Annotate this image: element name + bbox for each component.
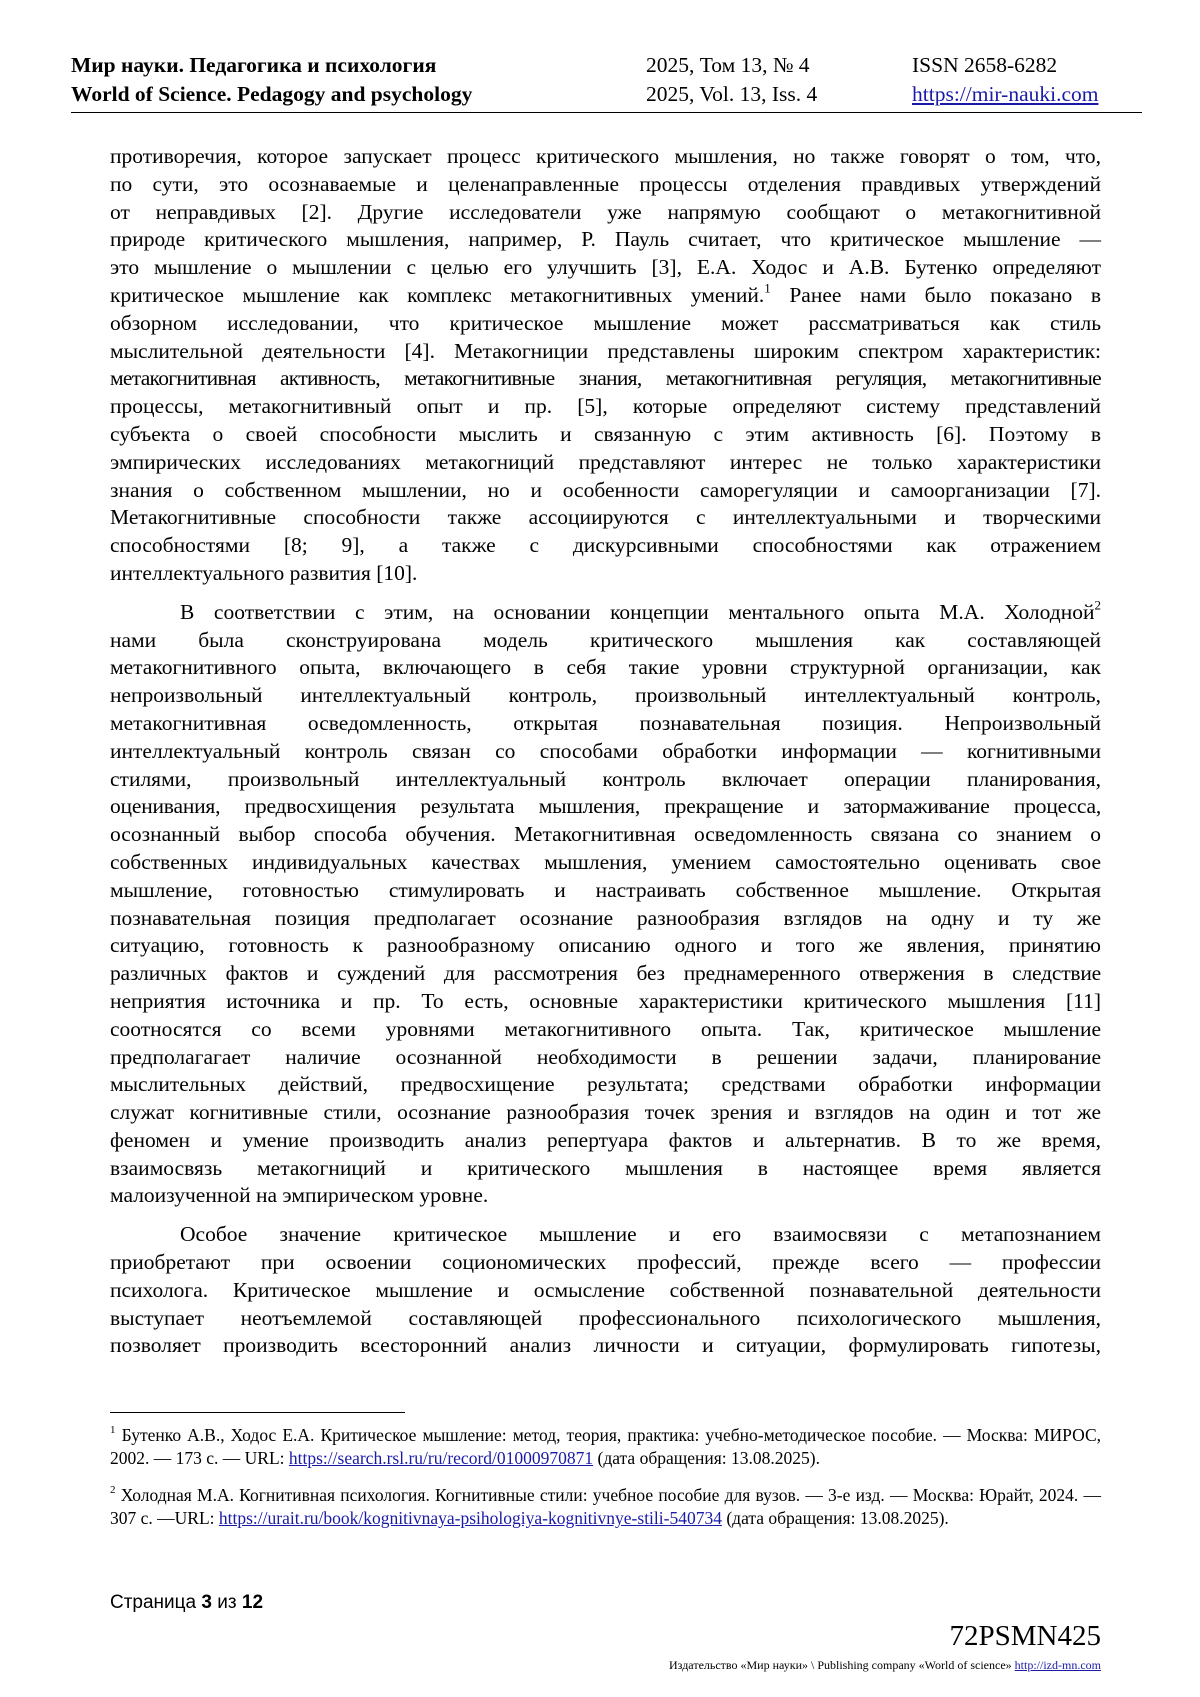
text-line-with-footnote bbox=[110, 599, 1101, 627]
text-line: приобретают при освоении социономических профессий, прежде всего — профессии bbox=[110, 1250, 1101, 1275]
footnote-1 bbox=[110, 1424, 1101, 1470]
footnote-mark: 2 bbox=[110, 1483, 116, 1496]
text-line: позволяет производить всесторонний анализ личности и ситуации, формулировать гипотезы, bbox=[110, 1333, 1101, 1358]
footnote-mark: 1 bbox=[110, 1423, 116, 1436]
page-number bbox=[110, 1592, 263, 1614]
text-line: стилями, произвольный интеллектуальный контроль включает операции планирования, bbox=[110, 766, 1101, 791]
paragraph-1 bbox=[110, 143, 1101, 588]
text-line: оценивания, предвосхищения результата мышления, прекращение и затормаживание процесса, bbox=[110, 794, 1101, 819]
text-line: эмпирических исследованиях метакогниций представляют интерес не только характеристики bbox=[110, 449, 1101, 474]
text-line: это мышление о мышлении с целью его улучшить [3], Е.А. Ходос и А.В. Бутенко определяют bbox=[110, 255, 1101, 280]
issue-ru: 2025, Том 13, № 4 bbox=[646, 53, 810, 77]
journal-header-en bbox=[71, 80, 1142, 108]
text-line: метакогнитивная осведомленность, открытая познавательная позиция. Непроизвольный bbox=[110, 710, 1101, 735]
issn: ISSN 2658-6282 bbox=[912, 53, 1058, 77]
text-line: соотносятся со всеми уровнями метакогнитивного опыта. Так, критическое мышление bbox=[110, 1016, 1101, 1041]
text-line: мыслительных действий, предвосхищение результата; средствами обработки информации bbox=[110, 1072, 1101, 1097]
journal-title-ru: Мир науки. Педагогика и психология bbox=[71, 53, 437, 77]
header-divider bbox=[71, 112, 1142, 113]
text-line: выступает неотъемлемой составляющей профессионального психологического мышления, bbox=[110, 1305, 1101, 1330]
text-line: от неправдивых [2]. Другие исследователи уже напрямую сообщают о метакогнитивной bbox=[110, 199, 1101, 224]
footnote-2-link[interactable]: https://urait.ru/book/kognitivnaya-psihologiya-kognitivnye-stili-540734 bbox=[218, 1507, 722, 1528]
paragraph-2 bbox=[110, 599, 1101, 1211]
article-code: 72PSMN425 bbox=[949, 1620, 1101, 1652]
page-current: 3 bbox=[201, 1592, 212, 1613]
publisher-line bbox=[669, 1658, 1101, 1673]
footnote-2 bbox=[110, 1484, 1101, 1530]
journal-url-link[interactable]: https://mir-nauki.com bbox=[912, 82, 1099, 106]
text-segment: критическое мышление как комплекс метакогнитивных умений. bbox=[110, 282, 765, 307]
page-total: 12 bbox=[241, 1592, 264, 1613]
footnote-text: Холодная М.А. Когнитивная психология. Когнитивные стили: учебное пособие для вузов. — 3-е изд. — Москва: Юрайт, 2024. — 307 с. —URL: bbox=[110, 1485, 1101, 1528]
text-segment: Ранее нами было показано в bbox=[770, 282, 1101, 307]
text-line: феномен и умение производить анализ репертуара фактов и альтернатив. В то же время, bbox=[110, 1127, 1101, 1152]
text-line: собственных индивидуальных качествах мышления, умением самостоятельно оценивать свое bbox=[110, 849, 1101, 874]
text-line: малоизученной на эмпирическом уровне. bbox=[110, 1183, 489, 1208]
publisher-link[interactable]: http://izd-mn.com bbox=[1014, 1658, 1101, 1672]
text-line: по сути, это осознаваемые и целенаправленные процессы отделения правдивых утверждений bbox=[110, 171, 1101, 196]
text-line: мышление, готовностью стимулировать и настраивать собственное мышление. Открытая bbox=[110, 877, 1101, 902]
page-word: Страница bbox=[110, 1592, 197, 1613]
text-line: способностями [8; 9], а также с дискурсивными способностями как отражением bbox=[110, 533, 1101, 558]
footnote-tail: (дата обращения: 13.08.2025). bbox=[593, 1447, 820, 1468]
text-line: субъекта о своей способности мыслить и связанную с этим активность [6]. Поэтому в bbox=[110, 421, 1101, 446]
text-line: знания о собственном мышлении, но и особенности саморегуляции и самоорганизации [7]. bbox=[110, 477, 1101, 502]
text-line: природе критического мышления, например, Р. Пауль считает, что критическое мышление — bbox=[110, 227, 1101, 252]
text-line: Особое значение критическое мышление и его взаимосвязи с метапознанием bbox=[180, 1222, 1101, 1247]
page-of: из bbox=[217, 1592, 237, 1613]
paragraph-3 bbox=[110, 1221, 1101, 1360]
text-line: интеллектуальный контроль связан со способами обработки информации — когнитивными bbox=[110, 738, 1101, 763]
footnote-text: Бутенко А.В., Ходос Е.А. Критическое мышление: метод, теория, практика: учебно-методическое пособие. — Москва: МИРОС, 2002. — 173 с. — URL: bbox=[110, 1425, 1102, 1468]
text-line: обзорном исследовании, что критическое мышление может рассматриваться как стиль bbox=[110, 310, 1101, 335]
text-line: психолога. Критическое мышление и осмысление собственной познавательной деятельности bbox=[110, 1277, 1101, 1302]
journal-header-ru bbox=[71, 51, 1142, 79]
footnote-ref-2[interactable]: 2 bbox=[1094, 597, 1101, 612]
text-line: интеллектуального развития [10]. bbox=[110, 560, 418, 585]
text-line: предполагагает наличие осознанной необходимости в решении задачи, планирование bbox=[110, 1044, 1101, 1069]
text-line: метакогнитивная активность, метакогнитивные знания, метакогнитивная регуляция, метакогнитивные bbox=[110, 366, 1101, 391]
issue-en: 2025, Vol. 13, Iss. 4 bbox=[646, 82, 818, 106]
footnote-1-link[interactable]: https://search.rsl.ru/ru/record/01000970871 bbox=[288, 1447, 594, 1468]
footnote-tail: (дата обращения: 13.08.2025). bbox=[721, 1507, 949, 1528]
text-line: непроизвольный интеллектуальный контроль, произвольный интеллектуальный контроль, bbox=[110, 683, 1101, 708]
text-line: Метакогнитивные способности также ассоциируются с интеллектуальными и творческими bbox=[110, 505, 1101, 530]
journal-title-en: World of Science. Pedagogy and psychology bbox=[71, 82, 473, 106]
text-line: служат когнитивные стили, осознание разнообразия точек зрения и взглядов на один и тот же bbox=[110, 1100, 1101, 1125]
article-body bbox=[110, 143, 1101, 1371]
text-line: познавательная позиция предполагает осознание разнообразия взглядов на одну и ту же bbox=[110, 905, 1101, 930]
text-line: осознанный выбор способа обучения. Метакогнитивная осведомленность связана со знанием о bbox=[110, 822, 1101, 847]
text-line: различных фактов и суждений для рассмотрения без преднамеренного отвержения в следствие bbox=[110, 961, 1101, 986]
publisher-text: Издательство «Мир науки» \ Publishing company «World of science» bbox=[669, 1658, 1015, 1672]
footnote-ref-1[interactable]: 1 bbox=[764, 280, 771, 296]
text-line: ситуацию, готовность к разнообразному описанию одного и того же явления, принятию bbox=[110, 933, 1101, 958]
text-line: мыслительной деятельности [4]. Метакогниции представлены широким спектром характеристик: bbox=[110, 338, 1101, 363]
footnote-divider bbox=[110, 1412, 405, 1413]
text-segment: В соответствии с этим, на основании концепции ментального опыта М.А. Холодной bbox=[180, 599, 1095, 624]
text-line-with-footnote bbox=[110, 282, 1101, 310]
text-line: неприятия источника и пр. То есть, основные характеристики критического мышления [11] bbox=[110, 988, 1101, 1013]
text-line: взаимосвязь метакогниций и критического мышления в настоящее время является bbox=[110, 1155, 1101, 1180]
text-line: метакогнитивного опыта, включающего в себя такие уровни структурной организации, как bbox=[110, 655, 1101, 680]
text-line: нами была сконструирована модель критического мышления как составляющей bbox=[110, 627, 1101, 652]
text-line: противоречия, которое запускает процесс критического мышления, но также говорят о том, что, bbox=[110, 144, 1101, 168]
text-line: процессы, метакогнитивный опыт и пр. [5], которые определяют систему представлений bbox=[110, 394, 1101, 419]
